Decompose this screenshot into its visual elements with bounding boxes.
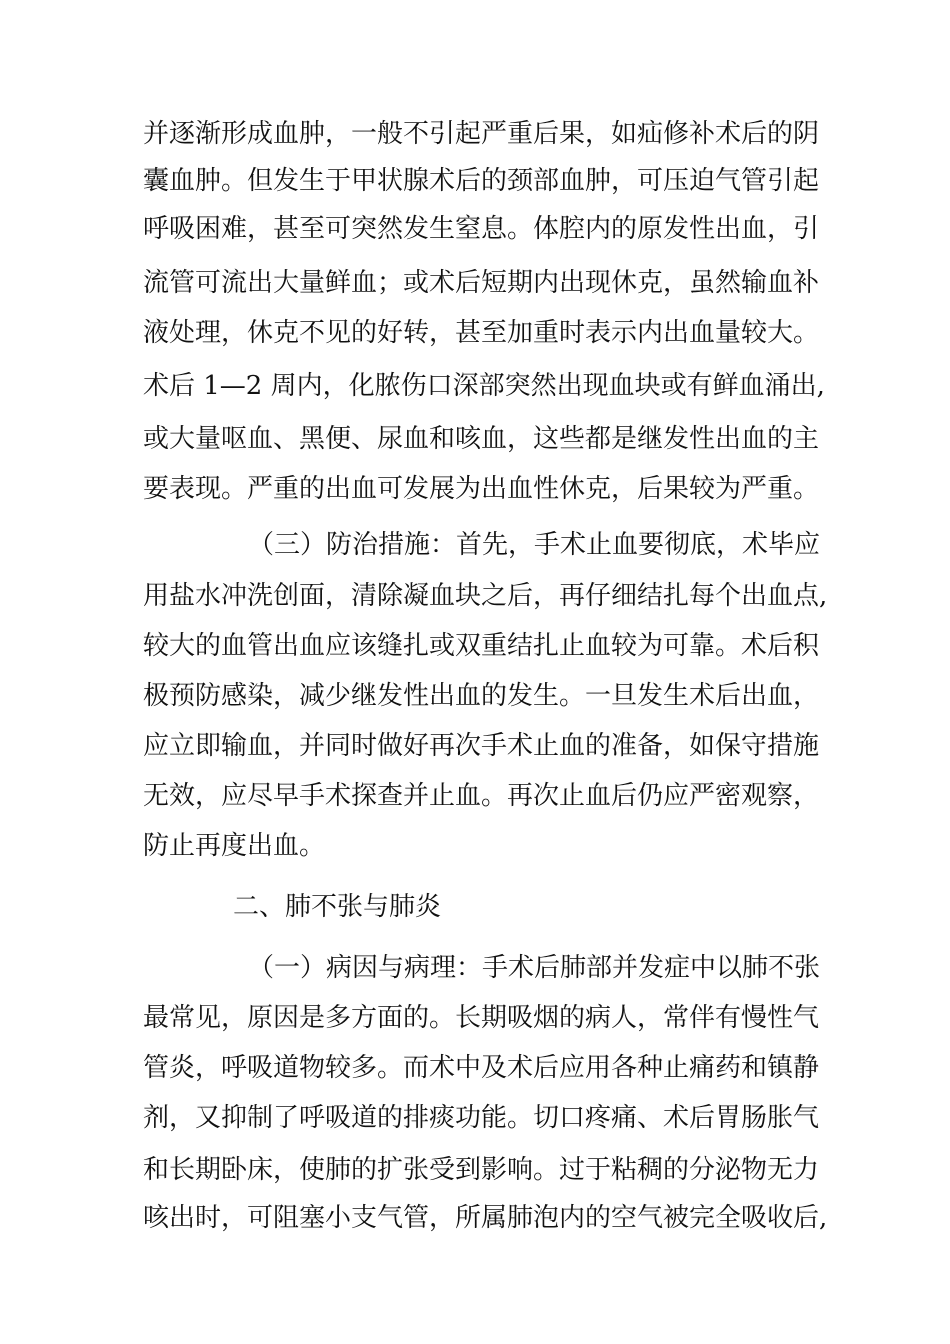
text-line-20: 剂，又抑制了呼吸道的排痰功能。切口疼痛、术后胃肠胀气 — [143, 1103, 820, 1133]
section-heading-etiology: （一）病因与病理：手术后肺部并发症中以肺不张 — [248, 953, 821, 983]
text-line-5: 液处理，休克不见的好转，甚至加重时表示内出血量较大。 — [143, 318, 820, 348]
text-line-18: 最常见，原因是多方面的。长期吸烟的病人，常伴有慢性气 — [143, 1003, 820, 1033]
text-line-14: 无效，应尽早手术探查并止血。再次止血后仍应严密观察， — [143, 781, 820, 811]
text-line-3: 呼吸困难，甚至可突然发生窒息。体腔内的原发性出血，引 — [143, 214, 820, 244]
text-line-15: 防止再度出血。 — [143, 831, 326, 861]
text-line-13: 应立即输血，并同时做好再次手术止血的准备，如保守措施 — [143, 731, 820, 761]
text-line-1: 并逐渐形成血肿，一般不引起严重后果，如疝修补术后的阴 — [143, 119, 820, 149]
text-line-12: 极预防感染，减少继发性出血的发生。一旦发生术后出血， — [143, 681, 820, 711]
text-line-6: 术后 1—2 周内，化脓伤口深部突然出现血块或有鲜血涌出, — [143, 371, 825, 401]
text-line-7: 或大量呕血、黑便、尿血和咳血，这些都是继发性出血的主 — [143, 424, 820, 454]
text-line-21: 和长期卧床，使肺的扩张受到影响。过于粘稠的分泌物无力 — [143, 1155, 820, 1185]
section-heading-prevention: （三）防治措施：首先，手术止血要彻底，术毕应 — [248, 530, 821, 560]
text-line-2: 囊血肿。但发生于甲状腺术后的颈部血肿，可压迫气管引起 — [143, 166, 820, 196]
text-line-10: 用盐水冲洗创面，清除凝血块之后，再仔细结扎每个出血点, — [143, 581, 828, 611]
text-line-22: 咳出时，可阻塞小支气管，所属肺泡内的空气被完全吸收后, — [143, 1203, 828, 1233]
section-title-atelectasis: 二、肺不张与肺炎 — [233, 892, 442, 922]
text-line-4: 流管可流出大量鲜血；或术后短期内出现休克，虽然输血补 — [143, 268, 820, 298]
text-line-8: 要表现。严重的出血可发展为出血性休克，后果较为严重。 — [143, 474, 820, 504]
text-line-19: 管炎，呼吸道物较多。而术中及术后应用各种止痛药和镇静 — [143, 1053, 820, 1083]
text-line-11: 较大的血管出血应该缝扎或双重结扎止血较为可靠。术后积 — [143, 631, 820, 661]
